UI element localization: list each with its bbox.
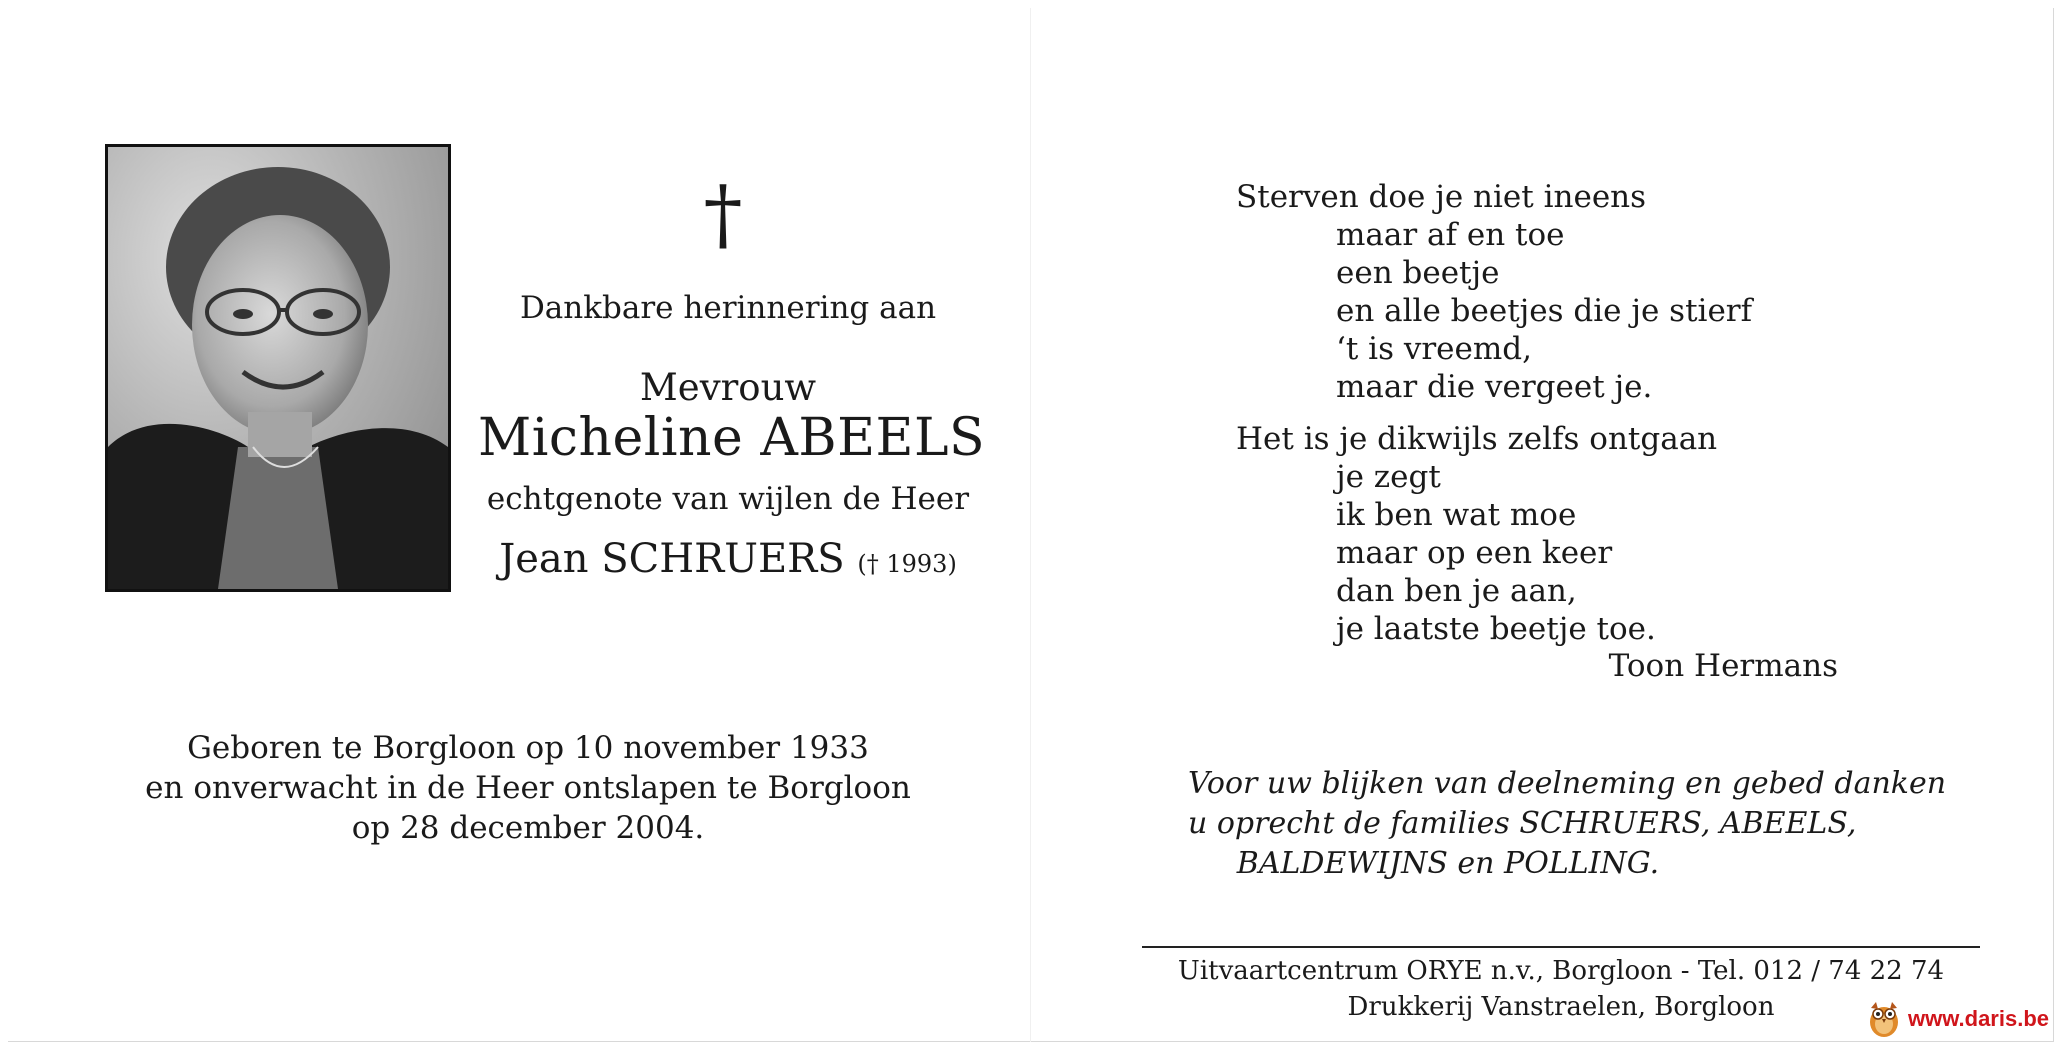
poem-line: een beetje: [1336, 255, 1500, 291]
poem-line: je laatste beetje toe.: [1336, 611, 1656, 647]
portrait-photo: [105, 144, 451, 592]
poem-line: Sterven doe je niet ineens: [1236, 179, 1647, 215]
poem: [1236, 178, 1752, 648]
poem-author: Toon Hermans: [1608, 648, 1838, 684]
watermark: [1866, 998, 2056, 1038]
printer-line: Drukkerij Vanstraelen, Borgloon: [1347, 992, 1775, 1022]
poem-line: ‘t is vreemd,: [1336, 331, 1532, 367]
poem-line: dan ben je aan,: [1336, 573, 1577, 609]
poem-line: Het is je dikwijls zelfs ontgaan: [1236, 421, 1718, 457]
watermark-url: www.daris.be: [1908, 1006, 2050, 1031]
poem-line: je zegt: [1336, 459, 1441, 495]
death-line: en onverwacht in de Heer ontslapen te Borgloon: [145, 770, 911, 806]
birth-death-details: [128, 728, 928, 848]
poem-line: maar op een keer: [1336, 535, 1613, 571]
honorific-title: Mevrouw: [639, 366, 817, 409]
deceased-name: Micheline ABEELS: [478, 408, 986, 468]
memorial-card: [8, 8, 2054, 1042]
poem-line: maar die vergeet je.: [1336, 369, 1653, 405]
thanks-line: u oprecht de families SCHRUERS, ABEELS,: [1188, 806, 1857, 841]
thanks-line: Voor uw blijken van deelneming en gebed danken: [1188, 766, 1947, 801]
thanks-message: [1188, 764, 1947, 884]
birth-line: Geboren te Borgloon op 10 november 1933: [187, 730, 869, 766]
poem-line: en alle beetjes die je stierf: [1336, 293, 1753, 329]
spouse-name: Jean SCHRUERS: [499, 536, 845, 582]
intro-text: Dankbare herinnering aan: [519, 290, 937, 326]
thanks-line: BALDEWIJNS en POLLING.: [1236, 846, 1660, 881]
death-date-line: op 28 december 2004.: [351, 810, 705, 846]
spouse-death-year: († 1993): [857, 550, 957, 578]
funeral-home-line: Uitvaartcentrum ORYE n.v., Borgloon - Tel. 012 / 74 22 74: [1177, 956, 1945, 986]
spouse-line: [478, 536, 978, 582]
poem-line: maar af en toe: [1336, 217, 1565, 253]
card-fold-line: [1030, 8, 1031, 1042]
owl-logo-icon: [1866, 998, 1902, 1038]
poem-line: ik ben wat moe: [1336, 497, 1577, 533]
spouse-intro-text: echtgenote van wijlen de Heer: [486, 481, 970, 517]
stanza-gap: [1236, 406, 1752, 420]
cross-symbol: †: [703, 170, 743, 260]
footer-divider: [1142, 946, 1980, 948]
